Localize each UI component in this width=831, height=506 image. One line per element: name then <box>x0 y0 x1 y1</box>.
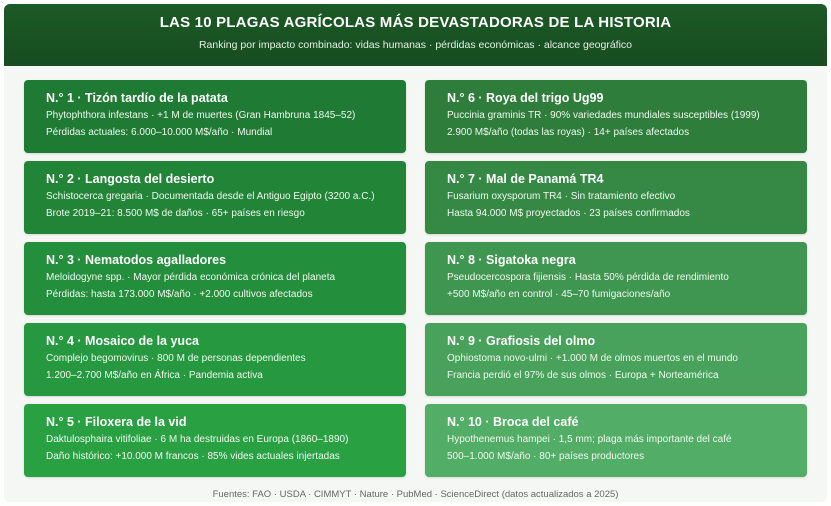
pest-card-line2: Daño histórico: +10.000 M francos · 85% vides actuales injertadas <box>46 451 340 462</box>
sources-footer: Fuentes: FAO · USDA · CIMMYT · Nature · PubMed · ScienceDirect (datos actualizados a 2025) <box>212 489 619 500</box>
pest-card-line2: Pérdidas: hasta 173.000 M$/año · +2.000 cultivos afectados <box>46 289 313 300</box>
pest-card-line1: Ophiostoma novo-ulmi · +1.000 M de olmos muertos en el mundo <box>447 353 738 364</box>
page-title: LAS 10 PLAGAS AGRÍCOLAS MÁS DEVASTADORAS DE LA HISTORIA <box>159 14 672 31</box>
pest-card-title: N.° 6 · Roya del trigo Ug99 <box>447 91 604 105</box>
pest-card-line2: Pérdidas actuales: 6.000–10.000 M$/año · Mundial <box>46 127 273 138</box>
pest-card-title: N.° 4 · Mosaico de la yuca <box>46 334 199 348</box>
pest-card-line1: Fusarium oxysporum TR4 · Sin tratamiento efectivo <box>447 191 676 202</box>
pest-card-7 <box>425 161 807 234</box>
pest-card-line1: Complejo begomovirus · 800 M de personas dependientes <box>46 353 306 364</box>
pest-card-8 <box>425 242 807 315</box>
pest-card-10 <box>425 404 807 477</box>
pest-grid <box>24 80 807 480</box>
pest-card-line2: 500–1.000 M$/año · 80+ países productores <box>447 451 645 462</box>
page-subtitle: Ranking por impacto combinado: vidas humanas · pérdidas económicas · alcance geográfico <box>198 39 633 51</box>
pest-card-line2: Brote 2019–21: 8.500 M$ de daños · 65+ países en riesgo <box>46 208 305 219</box>
pest-card-title: N.° 9 · Grafiosis del olmo <box>447 334 596 348</box>
pest-card-title: N.° 1 · Tizón tardío de la patata <box>46 91 228 105</box>
pest-card-line1: Phytophthora infestans · +1 M de muertes (Gran Hambruna 1845–52) <box>46 110 356 121</box>
pest-card-line1: Pseudocercospora fijiensis · Hasta 50% pérdida de rendimiento <box>447 272 729 283</box>
pest-card-title: N.° 2 · Langosta del desierto <box>46 172 215 186</box>
pest-card-line2: 2.900 M$/año (todas las royas) · 14+ países afectados <box>447 127 690 138</box>
pest-card-line2: Hasta 94.000 M$ proyectados · 23 países confirmados <box>447 208 690 219</box>
pest-card-line2: 1.200–2.700 M$/año en África · Pandemia activa <box>46 370 263 381</box>
pest-card-1 <box>24 80 406 153</box>
pest-card-line1: Schistocerca gregaria · Documentada desde el Antiguo Egipto (3200 a.C.) <box>46 191 375 202</box>
pest-card-4 <box>24 323 406 396</box>
pest-card-title: N.° 5 · Filoxera de la vid <box>46 415 187 429</box>
pest-card-title: N.° 3 · Nematodos agalladores <box>46 253 227 267</box>
pest-card-2 <box>24 161 406 234</box>
pest-card-9 <box>425 323 807 396</box>
infographic-frame <box>4 4 827 502</box>
pest-card-title: N.° 8 · Sigatoka negra <box>447 253 576 267</box>
header-banner <box>4 4 827 66</box>
pest-card-line1: Daktulosphaira vitifoliae · 6 M ha destruidas en Europa (1860–1890) <box>46 434 349 445</box>
pest-card-5 <box>24 404 406 477</box>
pest-card-title: N.° 7 · Mal de Panamá TR4 <box>447 172 604 186</box>
pest-card-line1: Hypothenemus hampei · 1,5 mm; plaga más importante del café <box>447 434 732 445</box>
pest-card-3 <box>24 242 406 315</box>
pest-card-6 <box>425 80 807 153</box>
pest-card-title: N.° 10 · Broca del café <box>447 415 579 429</box>
pest-card-line1: Puccinia graminis TR · 90% variedades mundiales susceptibles (1999) <box>447 110 760 121</box>
pest-card-line2: +500 M$/año en control · 45–70 fumigaciones/año <box>447 289 671 300</box>
pest-card-line2: Francia perdió el 97% de sus olmos · Europa + Norteamérica <box>447 370 719 381</box>
pest-card-line1: Meloidogyne spp. · Mayor pérdida económica crónica del planeta <box>46 272 336 283</box>
